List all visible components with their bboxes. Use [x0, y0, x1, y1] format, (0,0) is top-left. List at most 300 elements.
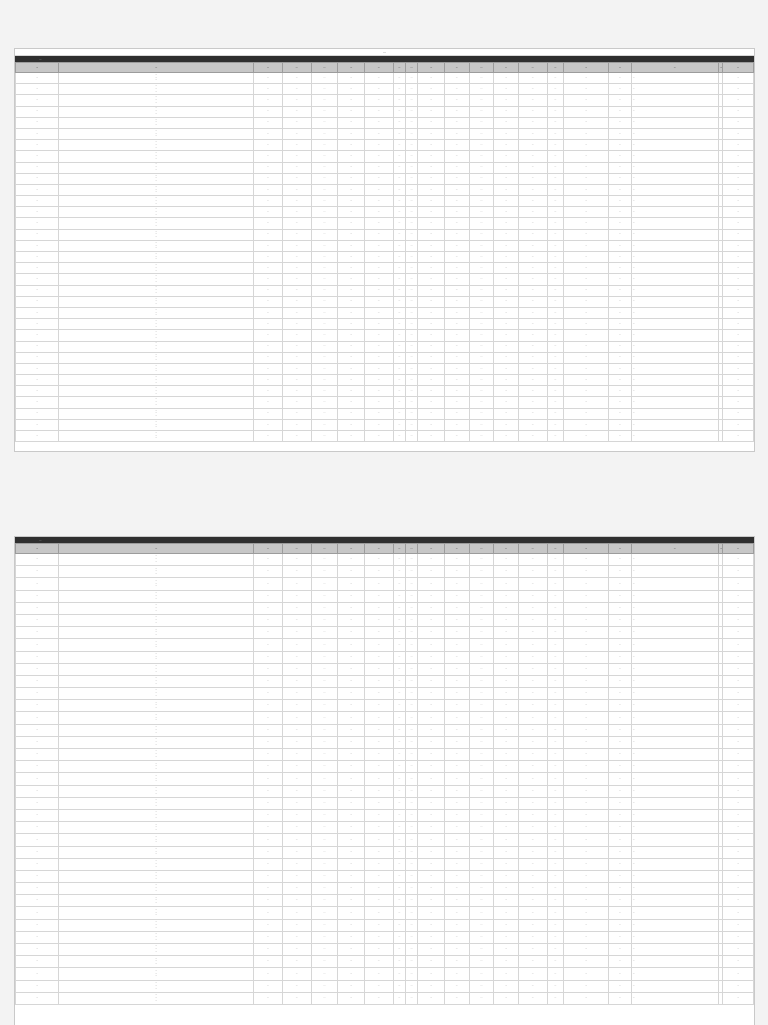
column-header: ...: [282, 63, 311, 73]
table-cell: ... ... ...: [59, 151, 254, 162]
table-cell: ...: [609, 749, 632, 761]
table-cell: ...: [393, 386, 405, 397]
table-cell: ...: [418, 151, 445, 162]
table-cell: ...: [338, 846, 365, 858]
table-cell: ...: [469, 140, 494, 151]
table-cell: ...: [469, 397, 494, 408]
table-cell: ...: [311, 736, 338, 748]
table-cell: ...: [16, 73, 59, 84]
table-cell: ...: [518, 895, 547, 907]
table-cell: ...: [418, 749, 445, 761]
table-row: [16, 240, 754, 251]
table-cell: ...: [16, 651, 59, 663]
table-row: [16, 263, 754, 274]
table-cell: ...: [564, 184, 609, 195]
table-cell: ...: [405, 773, 417, 785]
table-cell: ...: [311, 162, 338, 173]
table-cell: ...: [469, 919, 494, 931]
table-cell: ...: [469, 663, 494, 675]
table-cell: ...: [254, 785, 283, 797]
table-cell: ...: [547, 431, 563, 442]
table-row: [16, 883, 754, 895]
table-row: [16, 218, 754, 229]
table-cell: ...: [364, 319, 393, 330]
table-cell: ...: [418, 651, 445, 663]
table-cell: ...: [444, 773, 469, 785]
table-cell: ...: [609, 639, 632, 651]
table-cell: ...: [393, 95, 405, 106]
table-cell: ...: [16, 639, 59, 651]
table-cell: ...: [393, 151, 405, 162]
table-cell: ...: [494, 73, 519, 84]
table-cell: ...: [393, 907, 405, 919]
table-cell: ...: [393, 724, 405, 736]
table-cell: ...: [547, 712, 563, 724]
table-row: [16, 992, 754, 1004]
table-cell: ...: [494, 688, 519, 700]
table-cell: ...: [518, 627, 547, 639]
table-cell: ...: [609, 870, 632, 882]
table-cell: ...: [547, 352, 563, 363]
table-cell: ...: [723, 128, 754, 139]
table-cell: ...: [405, 956, 417, 968]
table-cell: ...: [338, 184, 365, 195]
table-cell: ...: [16, 184, 59, 195]
table-cell: ...: [418, 895, 445, 907]
table-cell: ...: [338, 749, 365, 761]
table-cell: ...: [282, 773, 311, 785]
table-cell: ...: [547, 688, 563, 700]
table-cell: ...: [494, 614, 519, 626]
table-cell: ...: [405, 675, 417, 687]
table-cell: ...: [609, 140, 632, 151]
table-cell: ...: [405, 554, 417, 566]
table-cell: ...: [494, 797, 519, 809]
table-cell: ... ... ...: [59, 931, 254, 943]
table-cell: ...: [518, 992, 547, 1004]
table-cell: ...: [518, 773, 547, 785]
table-cell: ...: [564, 566, 609, 578]
table-cell: ...: [282, 173, 311, 184]
table-cell: ... ... ...: [59, 431, 254, 442]
table-cell: ...: [564, 858, 609, 870]
table-cell: ...: [723, 319, 754, 330]
table-cell: ...: [282, 296, 311, 307]
table-cell: ...: [469, 352, 494, 363]
table-cell: ...: [723, 207, 754, 218]
table-cell: ...: [547, 822, 563, 834]
table-cell: ...: [723, 639, 754, 651]
table-cell: ...: [564, 956, 609, 968]
table-cell: ...: [494, 229, 519, 240]
table-cell: ...: [254, 252, 283, 263]
table-cell: ...: [494, 956, 519, 968]
table-cell: ...: [564, 931, 609, 943]
table-cell: ...: [254, 263, 283, 274]
table-cell: ...: [16, 263, 59, 274]
table-header-row: [16, 63, 754, 73]
table-cell: ...: [405, 341, 417, 352]
table-cell: ...: [444, 431, 469, 442]
table-cell: ...: [393, 639, 405, 651]
table-cell: ...: [723, 980, 754, 992]
table-cell: ...: [16, 352, 59, 363]
table-cell: ...: [444, 285, 469, 296]
table-cell: ...: [16, 274, 59, 285]
table-cell: ...: [444, 627, 469, 639]
table-cell: ...: [364, 809, 393, 821]
table-cell: ...: [494, 196, 519, 207]
table-cell: ...: [282, 846, 311, 858]
table-cell: ...: [631, 773, 718, 785]
table-cell: ...: [564, 319, 609, 330]
table-cell: ... ... ...: [59, 651, 254, 663]
table-cell: ...: [418, 614, 445, 626]
table-cell: ...: [393, 397, 405, 408]
table-cell: ... ... ...: [59, 341, 254, 352]
table-cell: ...: [469, 285, 494, 296]
table-cell: ...: [564, 151, 609, 162]
table-cell: ...: [418, 128, 445, 139]
table-cell: ...: [518, 84, 547, 95]
table-cell: ...: [405, 663, 417, 675]
table-cell: ...: [16, 397, 59, 408]
table-cell: ...: [311, 944, 338, 956]
table-cell: ...: [364, 663, 393, 675]
table-cell: ...: [518, 907, 547, 919]
table-cell: ...: [364, 627, 393, 639]
table-cell: ...: [631, 834, 718, 846]
table-cell: ...: [311, 956, 338, 968]
table-cell: ...: [609, 419, 632, 430]
table-cell: ... ... ...: [59, 785, 254, 797]
table-cell: ... ... ...: [59, 761, 254, 773]
table-cell: ...: [16, 870, 59, 882]
table-row: [16, 128, 754, 139]
table-cell: ...: [469, 590, 494, 602]
table-row: [16, 207, 754, 218]
table-cell: ...: [518, 173, 547, 184]
table-cell: ... ... ...: [59, 240, 254, 251]
table-cell: ...: [631, 319, 718, 330]
table-cell: ...: [254, 809, 283, 821]
table-cell: ...: [723, 419, 754, 430]
table-cell: ...: [16, 386, 59, 397]
table-cell: ...: [631, 688, 718, 700]
table-cell: ...: [311, 675, 338, 687]
table-cell: ... ... ...: [59, 858, 254, 870]
table-cell: ...: [405, 252, 417, 263]
table-cell: ...: [405, 386, 417, 397]
table-row: [16, 651, 754, 663]
table-cell: ...: [282, 106, 311, 117]
table-cell: ...: [254, 431, 283, 442]
table-cell: ...: [518, 397, 547, 408]
table-cell: ...: [282, 614, 311, 626]
table-cell: ...: [364, 968, 393, 980]
table-cell: ...: [338, 785, 365, 797]
table-row: [16, 319, 754, 330]
table-cell: ...: [405, 319, 417, 330]
table-cell: ...: [311, 895, 338, 907]
table-cell: ...: [254, 106, 283, 117]
table-cell: ...: [444, 274, 469, 285]
table-cell: ...: [254, 319, 283, 330]
table-cell: ...: [609, 651, 632, 663]
table-cell: ...: [469, 797, 494, 809]
column-header: ...: [59, 544, 254, 554]
table-cell: ...: [311, 352, 338, 363]
table-cell: ...: [723, 240, 754, 251]
table-cell: ...: [16, 140, 59, 151]
table-cell: ...: [723, 151, 754, 162]
table-cell: ...: [364, 363, 393, 374]
table-cell: ...: [282, 218, 311, 229]
table-row: [16, 73, 754, 84]
table-cell: ...: [282, 627, 311, 639]
table-cell: ...: [469, 106, 494, 117]
table-cell: ...: [254, 330, 283, 341]
table-cell: ...: [16, 252, 59, 263]
table-cell: ...: [393, 919, 405, 931]
table-cell: ...: [469, 296, 494, 307]
table-cell: ...: [547, 724, 563, 736]
table-cell: ...: [16, 712, 59, 724]
table-cell: ...: [405, 602, 417, 614]
table-cell: ...: [405, 128, 417, 139]
table-cell: ...: [282, 240, 311, 251]
table-cell: ...: [16, 931, 59, 943]
table-cell: ...: [364, 397, 393, 408]
table-row: [16, 106, 754, 117]
table-cell: ...: [282, 651, 311, 663]
table-cell: ...: [405, 907, 417, 919]
table-cell: ...: [338, 614, 365, 626]
table-cell: ...: [469, 651, 494, 663]
table-cell: ...: [494, 883, 519, 895]
table-cell: ...: [254, 285, 283, 296]
table-cell: ...: [282, 252, 311, 263]
table-cell: ...: [564, 117, 609, 128]
table-row: [16, 173, 754, 184]
table-cell: ...: [469, 700, 494, 712]
table-cell: ...: [469, 128, 494, 139]
table-cell: ...: [631, 106, 718, 117]
table-cell: ...: [405, 274, 417, 285]
table-cell: ...: [631, 330, 718, 341]
table-cell: ...: [282, 870, 311, 882]
table-cell: ...: [338, 117, 365, 128]
table-cell: ...: [393, 140, 405, 151]
table-cell: ...: [338, 296, 365, 307]
table-cell: ...: [393, 736, 405, 748]
table-cell: ...: [518, 196, 547, 207]
table-cell: ...: [364, 408, 393, 419]
table-cell: ...: [547, 700, 563, 712]
table-cell: ...: [469, 218, 494, 229]
table-row: [16, 375, 754, 386]
table-row: [16, 797, 754, 809]
table-cell: ...: [405, 184, 417, 195]
table-cell: ...: [338, 352, 365, 363]
table-cell: ... ... ...: [59, 907, 254, 919]
table-cell: ...: [405, 363, 417, 374]
table-cell: ...: [338, 761, 365, 773]
table-cell: ...: [338, 408, 365, 419]
table-cell: ...: [338, 688, 365, 700]
table-row: [16, 895, 754, 907]
table-cell: ...: [338, 363, 365, 374]
table-cell: ...: [364, 252, 393, 263]
table-cell: ...: [609, 408, 632, 419]
table-cell: ...: [338, 931, 365, 943]
table-cell: ...: [405, 263, 417, 274]
table-row: [16, 162, 754, 173]
table-cell: ...: [723, 296, 754, 307]
table-cell: ...: [393, 363, 405, 374]
table-cell: ...: [494, 274, 519, 285]
table-cell: ...: [547, 785, 563, 797]
table-cell: ...: [254, 675, 283, 687]
table-cell: ...: [609, 602, 632, 614]
table-cell: ...: [609, 106, 632, 117]
table-cell: ...: [631, 196, 718, 207]
table-cell: ...: [469, 117, 494, 128]
table-row: [16, 140, 754, 151]
table-cell: ...: [282, 809, 311, 821]
table-cell: ...: [723, 846, 754, 858]
table-cell: ...: [364, 173, 393, 184]
table-cell: ...: [364, 419, 393, 430]
table-cell: ...: [723, 931, 754, 943]
table-cell: ...: [311, 566, 338, 578]
table-cell: ... ... ...: [59, 319, 254, 330]
table-cell: ...: [723, 218, 754, 229]
table-cell: ...: [338, 907, 365, 919]
table-cell: ...: [564, 419, 609, 430]
table-cell: ...: [469, 834, 494, 846]
table-cell: ...: [564, 375, 609, 386]
table-cell: ...: [254, 736, 283, 748]
table-cell: ...: [418, 797, 445, 809]
table-cell: ...: [254, 639, 283, 651]
table-cell: ...: [609, 980, 632, 992]
table-cell: ...: [364, 229, 393, 240]
table-cell: ...: [723, 554, 754, 566]
table-row: [16, 229, 754, 240]
table-cell: ...: [364, 263, 393, 274]
table-cell: ...: [723, 274, 754, 285]
table-cell: ...: [393, 263, 405, 274]
table-cell: ...: [469, 84, 494, 95]
table-cell: ...: [547, 106, 563, 117]
table-cell: ...: [518, 688, 547, 700]
table-cell: ...: [518, 712, 547, 724]
table-cell: ...: [311, 834, 338, 846]
table-cell: ...: [393, 352, 405, 363]
table-cell: ...: [494, 207, 519, 218]
table-cell: ...: [405, 218, 417, 229]
table-cell: ...: [547, 931, 563, 943]
table-cell: ...: [16, 419, 59, 430]
table-cell: ...: [418, 809, 445, 821]
table-cell: ...: [418, 822, 445, 834]
table-cell: ...: [364, 688, 393, 700]
table-cell: ...: [418, 992, 445, 1004]
table-cell: ...: [393, 296, 405, 307]
column-header: ...: [609, 63, 632, 73]
table-cell: ...: [518, 363, 547, 374]
table-cell: ...: [338, 196, 365, 207]
table-cell: ...: [254, 870, 283, 882]
table-cell: ...: [723, 285, 754, 296]
table-cell: ...: [494, 296, 519, 307]
table-cell: ...: [547, 386, 563, 397]
table-cell: ...: [444, 330, 469, 341]
table-cell: ...: [494, 639, 519, 651]
table-cell: ...: [469, 240, 494, 251]
table-cell: ...: [364, 386, 393, 397]
table-cell: ...: [311, 724, 338, 736]
table-cell: ...: [311, 688, 338, 700]
table-cell: ...: [16, 106, 59, 117]
table-row: [16, 688, 754, 700]
table-cell: ...: [547, 870, 563, 882]
table-cell: ...: [609, 352, 632, 363]
table-cell: ...: [609, 341, 632, 352]
table-cell: ...: [364, 330, 393, 341]
banner: ...: [15, 56, 754, 62]
table-cell: ...: [405, 240, 417, 251]
table-cell: ...: [254, 919, 283, 931]
table-cell: ...: [494, 785, 519, 797]
table-cell: ...: [547, 117, 563, 128]
table-cell: ...: [494, 352, 519, 363]
table-cell: ... ... ...: [59, 207, 254, 218]
table-cell: ...: [282, 319, 311, 330]
table-cell: ...: [16, 627, 59, 639]
table-cell: ...: [282, 307, 311, 318]
table-cell: ...: [254, 700, 283, 712]
table-cell: ...: [723, 785, 754, 797]
table-cell: ...: [494, 919, 519, 931]
table-cell: ...: [564, 992, 609, 1004]
table-cell: ...: [631, 117, 718, 128]
table-cell: ...: [469, 785, 494, 797]
column-header: ...: [444, 63, 469, 73]
table-cell: ...: [547, 240, 563, 251]
table-cell: ...: [418, 566, 445, 578]
table-cell: ...: [494, 822, 519, 834]
table-cell: ...: [311, 296, 338, 307]
data-table: [15, 62, 754, 442]
table-cell: ...: [338, 712, 365, 724]
table-cell: ...: [364, 431, 393, 442]
table-cell: ...: [564, 162, 609, 173]
table-cell: ...: [282, 73, 311, 84]
table-cell: ...: [418, 196, 445, 207]
table-cell: ...: [494, 330, 519, 341]
table-cell: ...: [311, 173, 338, 184]
column-header: ...: [16, 63, 59, 73]
table-cell: ...: [254, 95, 283, 106]
table-cell: ...: [518, 870, 547, 882]
table-cell: ...: [254, 944, 283, 956]
table-cell: ...: [338, 263, 365, 274]
table-row: [16, 117, 754, 128]
table-cell: ...: [16, 724, 59, 736]
table-cell: ...: [609, 883, 632, 895]
